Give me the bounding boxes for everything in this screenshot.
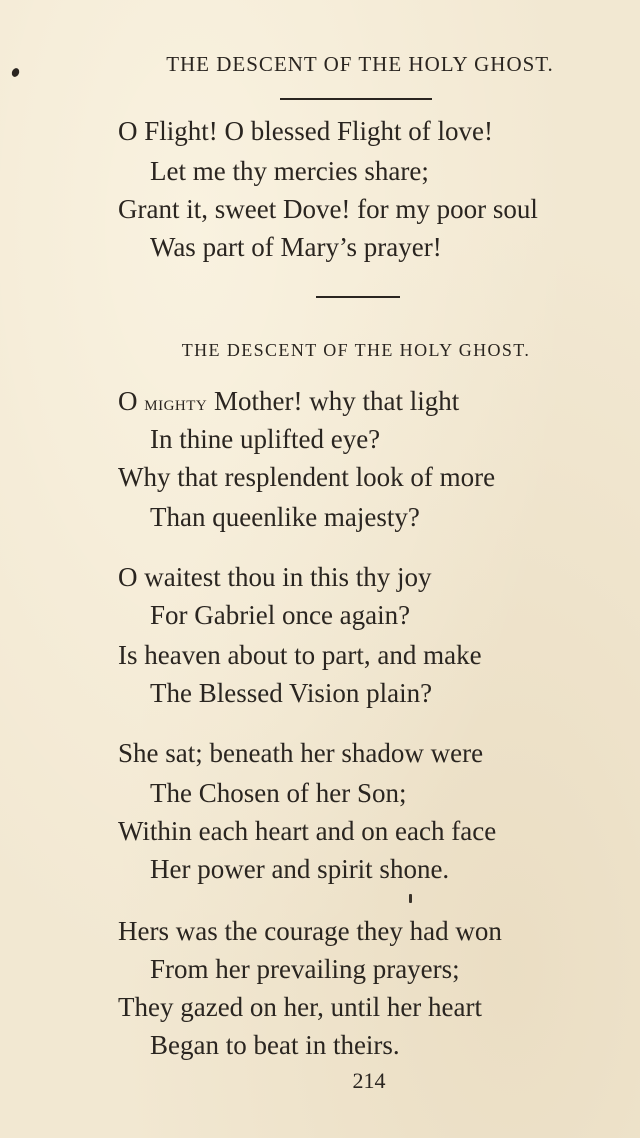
ink-fleck xyxy=(409,894,412,903)
running-head: THE DESCENT OF THE HOLY GHOST. xyxy=(166,52,554,76)
poem-line: She sat; beneath her shadow were xyxy=(118,738,484,768)
poem-line: O waitest thou in this thy joy xyxy=(118,562,432,592)
poem-line: Within each heart and on each face xyxy=(118,816,497,846)
header-rule xyxy=(280,98,432,100)
poem-line: The Chosen of her Son; xyxy=(150,778,407,808)
poem-line: O Flight! O blessed Flight of love! xyxy=(118,116,493,146)
poem-line: Began to beat in theirs. xyxy=(150,1030,400,1060)
poem-line: Her power and spirit shone. xyxy=(150,854,450,884)
poem-line: The Blessed Vision plain? xyxy=(150,678,433,708)
section-divider xyxy=(316,296,400,298)
poem-line: They gazed on her, until her heart xyxy=(118,992,483,1022)
poem-line: Is heaven about to part, and make xyxy=(118,640,482,670)
poem-line xyxy=(118,386,459,417)
poem-line: In thine uplifted eye? xyxy=(150,424,381,454)
poem-line: For Gabriel once again? xyxy=(150,600,411,630)
section-title: THE DESCENT OF THE HOLY GHOST. xyxy=(181,340,531,360)
poem-line: Let me thy mercies share; xyxy=(150,156,429,186)
poem-line: From her prevailing prayers; xyxy=(150,954,460,984)
poem-line: Why that resplendent look of more xyxy=(118,462,496,492)
poem-line: Than queenlike majesty? xyxy=(150,502,420,532)
poem-line: Grant it, sweet Dove! for my poor soul xyxy=(118,194,538,224)
line-lead: O xyxy=(118,386,138,416)
poem-line: Hers was the courage they had won xyxy=(118,916,502,946)
small-caps-word: mighty xyxy=(144,390,208,415)
line-rest: Mother! why that light xyxy=(214,386,460,416)
poem-line: Was part of Mary’s prayer! xyxy=(150,232,442,262)
page-number: 214 xyxy=(352,1068,386,1093)
